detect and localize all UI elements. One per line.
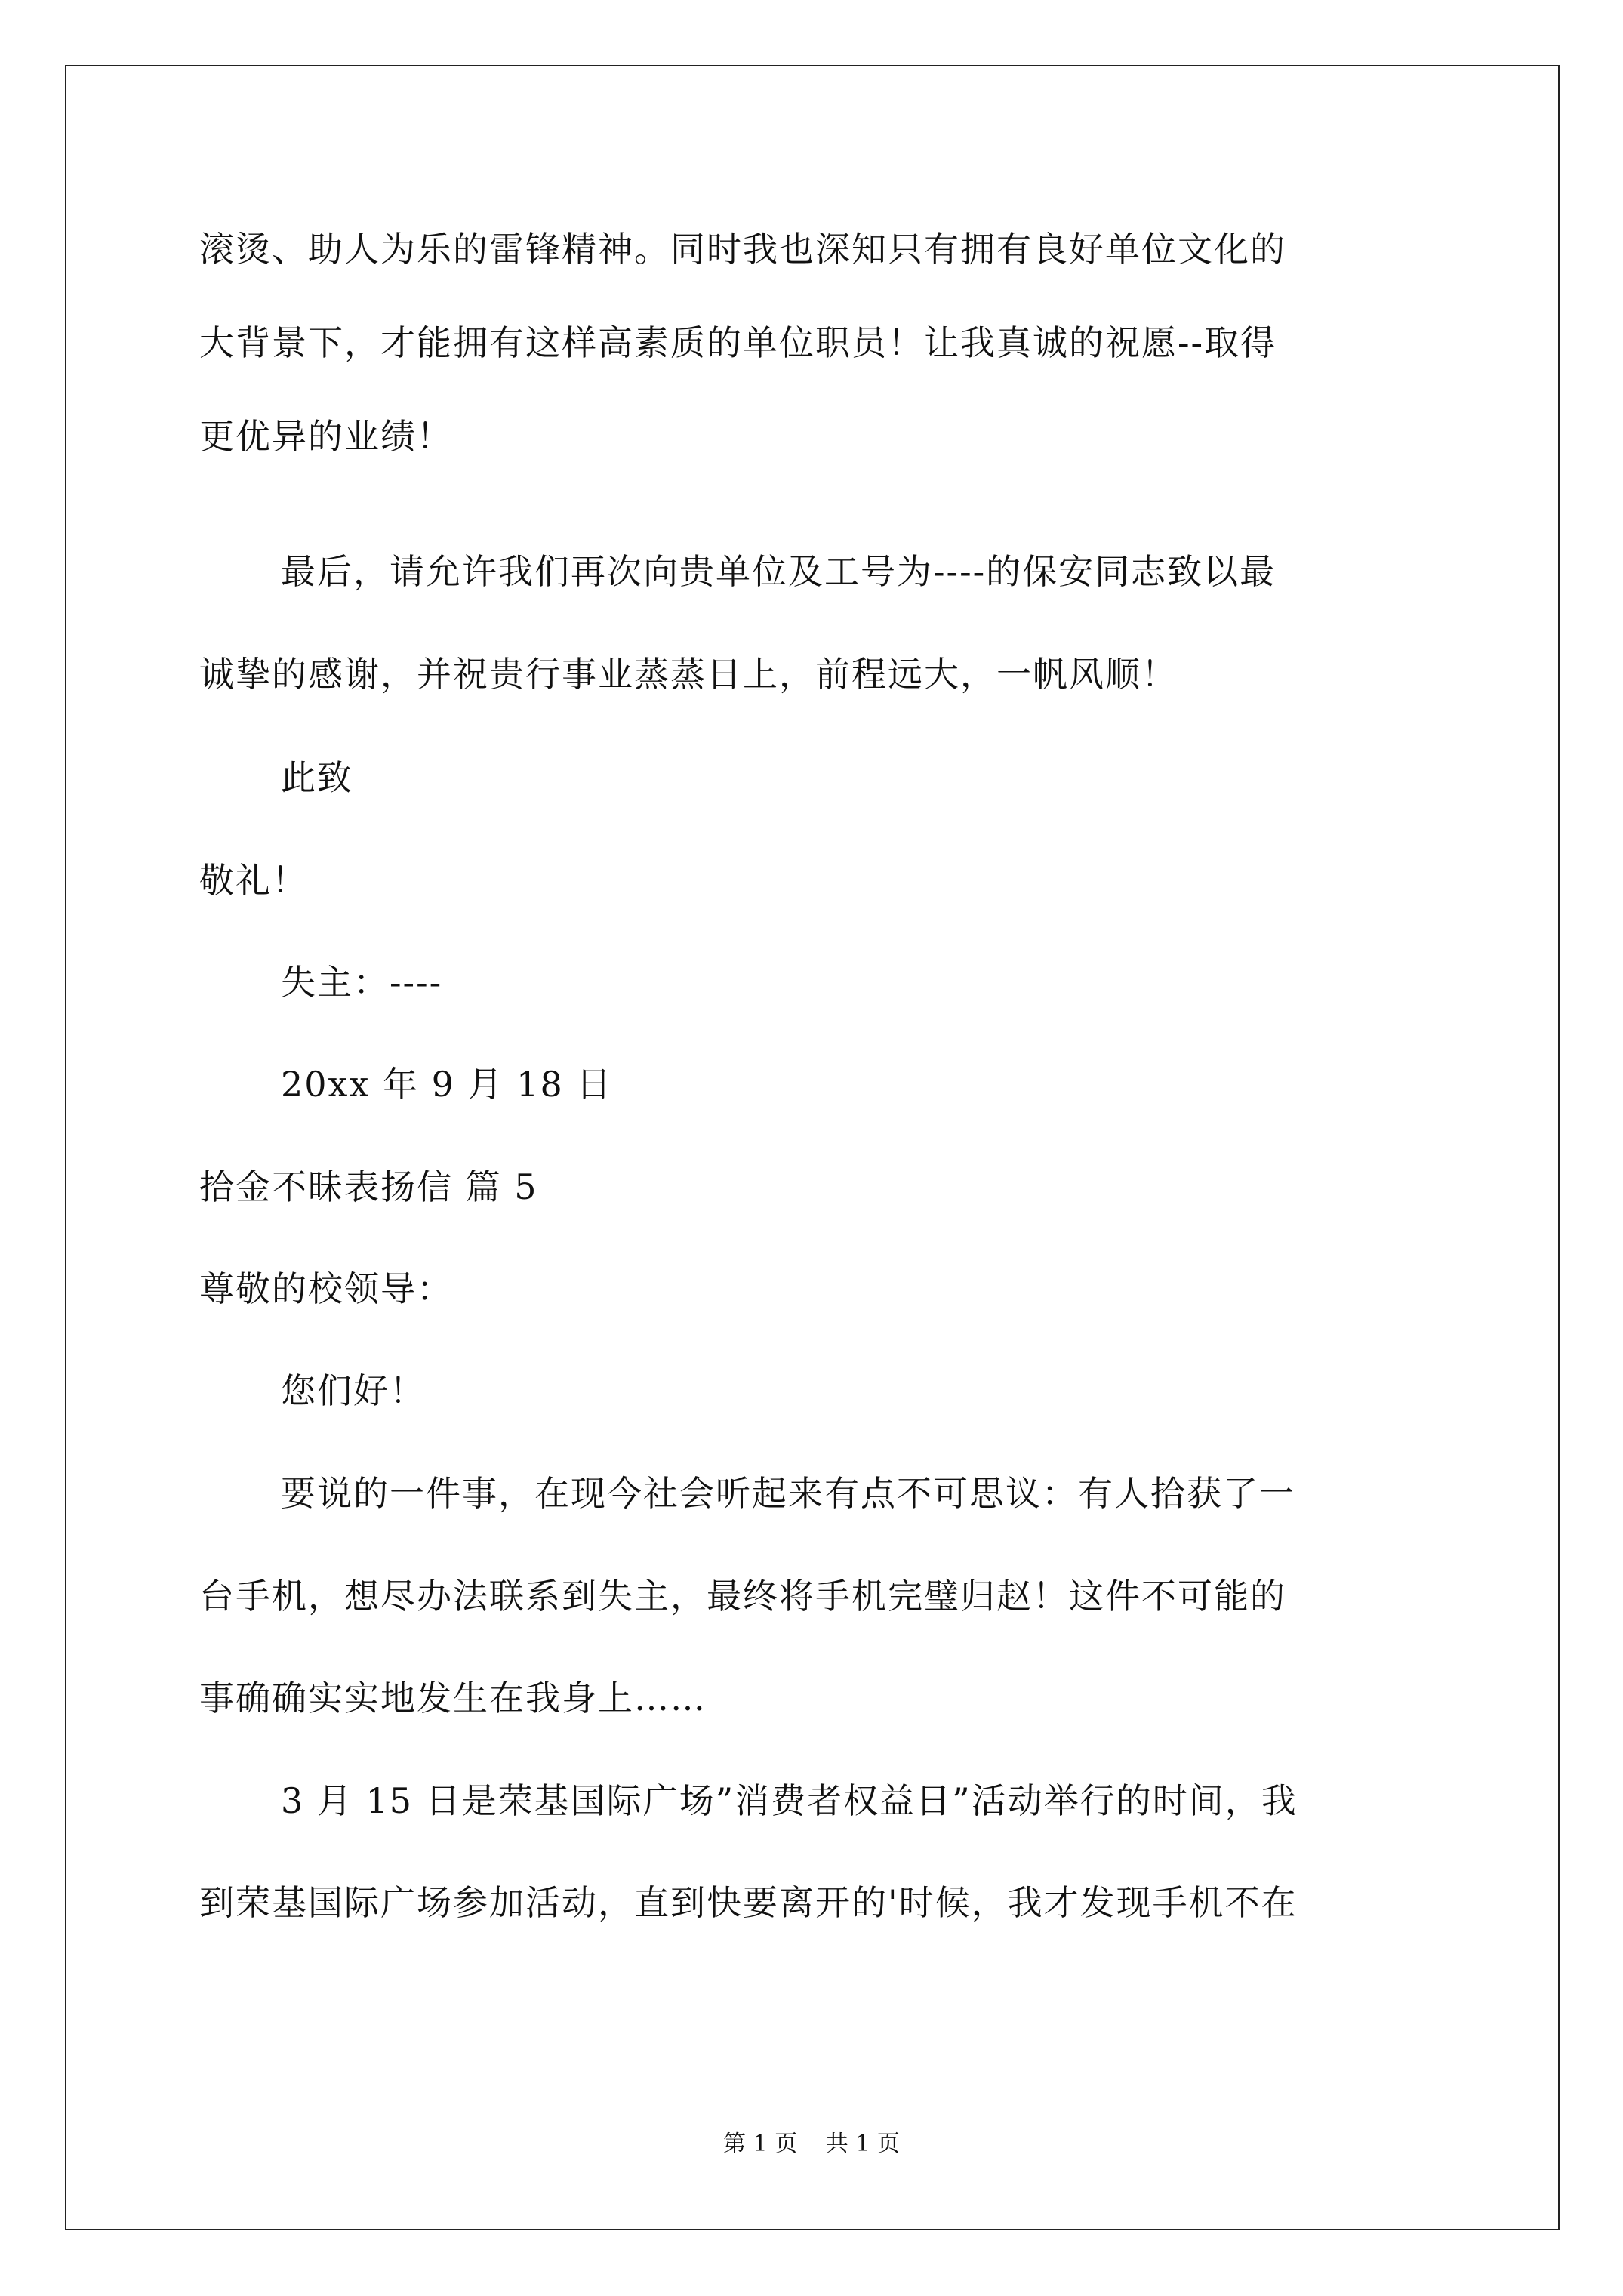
paragraph-line: 台手机，想尽办法联系到失主，最终将手机完璧归赵！这件不可能的 [199, 1576, 1286, 1616]
letter-date: 20xx 年 9 月 18 日 [281, 1064, 613, 1105]
signature: 失主：---- [281, 962, 443, 1003]
section-title: 拾金不昧表扬信 篇 5 [199, 1166, 538, 1207]
paragraph-line: 要说的一件事，在现今社会听起来有点不可思议：有人拾获了一 [281, 1473, 1295, 1514]
page-footer [0, 2129, 1623, 2159]
paragraph-line: 事确确实实地发生在我身上…… [199, 1678, 707, 1718]
page-number: 第 1 页 [723, 2131, 798, 2157]
paragraph-line: 滚烫、助人为乐的雷锋精神。同时我也深知只有拥有良好单位文化的 [199, 229, 1286, 270]
paragraph-line: 诚挚的感谢，并祝贵行事业蒸蒸日上，前程远大，一帆风顺！ [199, 654, 1178, 695]
paragraph-line: 更优异的业绩！ [199, 416, 453, 457]
greeting-hello: 您们好！ [281, 1370, 426, 1411]
paragraph-line: 3 月 15 日是荣基国际广场”消费者权益日”活动举行的时间，我 [281, 1780, 1298, 1821]
paragraph-line: 到荣基国际广场参加活动，直到快要离开的'时候，我才发现手机不在 [199, 1882, 1298, 1923]
closing-phrase: 此致 [281, 757, 353, 798]
paragraph-line: 大背景下，才能拥有这样高素质的单位职员！让我真诚的祝愿--取得 [199, 322, 1277, 363]
salutation: 敬礼！ [199, 860, 308, 901]
paragraph-line: 最后，请允许我们再次向贵单位及工号为----的保安同志致以最 [281, 551, 1277, 592]
greeting: 尊敬的校领导： [199, 1268, 453, 1309]
page-total: 共 1 页 [825, 2131, 900, 2157]
